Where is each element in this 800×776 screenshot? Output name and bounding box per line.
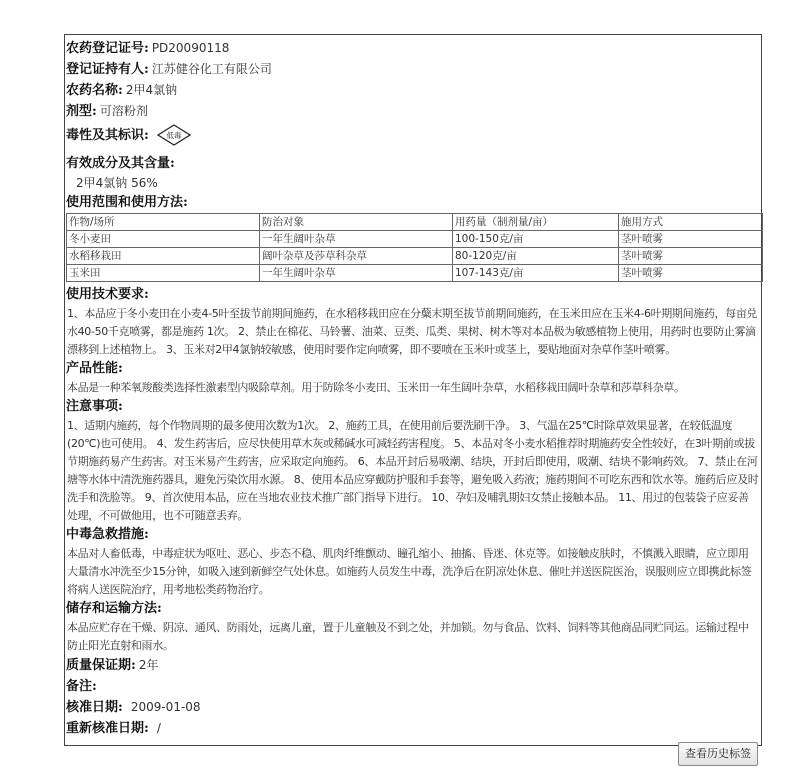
usage-col-header: 作物/场所 [67,214,260,231]
approval-date-value: 2009-01-08 [130,700,201,714]
registration-no-label: 农药登记证号: [66,41,149,56]
holder-label: 登记证持有人: [66,62,149,77]
notes-label: 备注: [66,679,97,694]
table-cell: 一年生阔叶杂草 [260,231,453,248]
table-cell: 茎叶喷雾 [619,248,763,265]
warranty-value: 2年 [138,658,159,672]
product-performance-heading: 产品性能: [66,361,123,376]
first-aid-heading: 中毒急救措施: [66,527,149,542]
reapproval-date-row [66,718,760,739]
table-cell: 80-120克/亩 [453,248,619,265]
table-cell: 冬小麦田 [67,231,260,248]
table-row [67,265,763,282]
active-ingredient-heading: 有效成分及其含量: [66,156,175,171]
table-row [67,248,763,265]
storage-text: 本品应贮存在干燥、阴凉、通风、防雨处，远离儿童，置于儿童触及不到之处，并加锁。勿与食品、饮料、饲料等其他商品同贮同运。运输过程中防止阳光直射和雨水。 [67,621,749,652]
low-toxicity-icon [157,124,191,146]
warranty-row [66,655,760,676]
table-cell: 阔叶杂草及莎草科杂草 [260,248,453,265]
label-card [64,34,762,746]
view-history-labels-button[interactable]: 查看历史标签 [678,742,758,766]
toxicity-row [66,122,760,148]
holder-value: 江苏健谷化工有限公司 [151,62,272,76]
technical-requirements-text: 1、本品应于冬小麦田在小麦4-5叶至拔节前期间施药，在水稻移栽田应在分蘖末期至拔节前期间施药，在玉米田应在玉米4-6叶期期间施药，每亩兑水40-50千克喷雾，都是施药 1次。 2、禁止在棉花、马铃薯、油菜、豆类、瓜类、果树、树木等对本品极为敏感植物上使用，用药时也要防止雾滴漂移到上述植物上。 3、玉米对2甲4氯钠较敏感，使用时要作定向喷雾，即不要喷在玉米叶或茎上，要贴地面对杂草作茎叶喷雾。 [67,307,758,356]
formulation-value: 可溶粉剂 [99,104,148,118]
usage-table [66,213,763,282]
notes-row [66,676,760,697]
reapproval-date-label: 重新核准日期: [66,721,149,736]
registration-no-value: PD20090118 [151,41,230,55]
usage-table-header [67,214,763,231]
table-cell: 水稻移栽田 [67,248,260,265]
table-cell: 茎叶喷雾 [619,231,763,248]
precautions-text: 1、适期内施药，每个作物周期的最多使用次数为1次。 2、施药工具，在使用前后要洗刷干净。 3、气温在25℃时除草效果显著，在较低温度(20℃)也可使用。 4、发生药害后，应尽快使用草木灰或稀碱水可减轻药害程度。 5、本品对冬小麦水稻推荐时期施药安全性较好，在3叶期前或拔节期施药易产生药害。对玉米易产生药害，应采取定向施药。 6、本品开封后易吸潮、结块，开封后即使用，吸潮、结块不影响药效。 7、禁止在河塘等水体中清洗施药器具，避免污染饮用水源。 8、使用本品应穿戴防护服和手套等，避免吸入药液；施药期间不可吃东西和饮水等。施药后应及时洗手和洗脸等。 9、首次使用本品，应在当地农业技术推广部门指导下进行。 10、孕妇及哺乳期妇女禁止接触本品。 11、用过的包装袋子应妥善处理，不可做他用，也不可随意丢弃。 [67,419,759,522]
toxicity-badge-text: 低毒 [166,131,182,140]
storage-heading: 储存和运输方法: [66,601,162,616]
pesticide-name-value: 2甲4氯钠 [125,83,178,97]
table-row [67,231,763,248]
precautions-heading: 注意事项: [66,399,123,414]
table-cell: 玉米田 [67,265,260,282]
reapproval-date-value: / [156,721,161,735]
table-cell: 一年生阔叶杂草 [260,265,453,282]
usage-col-header: 防治对象 [260,214,453,231]
active-ingredient-value: 2甲4氯钠 56% [76,176,158,190]
toxicity-label: 毒性及其标识: [66,127,149,143]
table-cell: 茎叶喷雾 [619,265,763,282]
usage-heading: 使用范围和使用方法: [66,195,188,210]
warranty-label: 质量保证期: [66,658,136,673]
table-cell: 107-143克/亩 [453,265,619,282]
technical-requirements-heading: 使用技术要求: [66,287,149,302]
table-cell: 100-150克/亩 [453,231,619,248]
registration-no-row [66,38,760,59]
usage-col-header: 施用方式 [619,214,763,231]
holder-row [66,59,760,80]
first-aid-text: 本品对人畜低毒，中毒症状为呕吐、恶心、步态不稳、肌肉纤维颤动、瞳孔缩小、抽搐、昏迷、休克等。如接触皮肤时，不慎溅入眼睛，应立即用大量清水冲洗至少15分钟，如吸入速到新鲜空气处休息。如施药人员发生中毒，洗净后在阴凉处休息、催吐并送医院医治，误服则应立即携此标签将病人送医院治疗，用考地松类药物治疗。 [67,547,752,596]
product-performance-text: 本品是一种苯氧羧酸类选择性激素型内吸除草剂。用于防除冬小麦田、玉米田一年生阔叶杂草，水稻移栽田阔叶杂草和莎草科杂草。 [67,381,685,394]
approval-date-label: 核准日期: [66,700,123,715]
pesticide-name-label: 农药名称: [66,83,123,98]
pesticide-name-row [66,80,760,101]
formulation-row [66,101,760,122]
approval-date-row [66,697,760,718]
usage-col-header: 用药量（制剂量/亩） [453,214,619,231]
formulation-label: 剂型: [66,104,97,119]
